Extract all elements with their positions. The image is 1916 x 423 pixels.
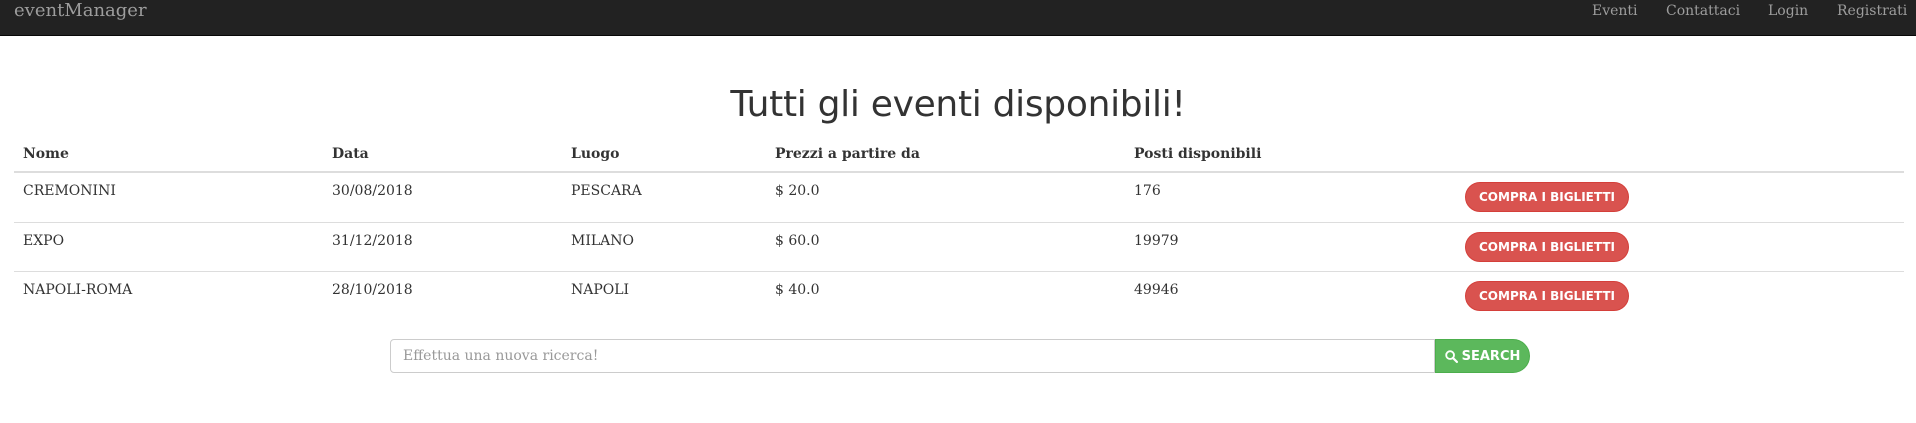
nav-link-eventi[interactable]: Eventi [1592,3,1638,19]
event-price: $ 60.0 [775,233,820,249]
event-price: $ 40.0 [775,282,820,298]
event-seats: 19979 [1134,233,1179,249]
nav-link-contattaci[interactable]: Contattaci [1666,3,1741,19]
search-bar [390,339,1530,373]
nav-links [0,0,1916,22]
event-date: 28/10/2018 [332,282,413,298]
events-table [14,140,1904,320]
search-input[interactable] [390,339,1435,373]
event-date: 30/08/2018 [332,183,413,199]
page-title: Tutti gli eventi disponibili! [730,84,1186,125]
event-price: $ 20.0 [775,183,820,199]
nav-link-registrati[interactable]: Registrati [1837,3,1908,19]
search-icon [1445,350,1458,363]
column-header-posti: Posti disponibili [1134,146,1262,162]
event-seats: 49946 [1134,282,1179,298]
search-button[interactable] [1435,339,1530,373]
buy-tickets-button[interactable]: COMPRA I BIGLIETTI [1465,182,1629,212]
event-date: 31/12/2018 [332,233,413,249]
event-location: PESCARA [571,183,642,199]
event-seats: 176 [1134,183,1161,199]
search-button-label: SEARCH [1461,348,1521,364]
event-location: NAPOLI [571,282,630,298]
buy-tickets-button[interactable]: COMPRA I BIGLIETTI [1465,281,1629,311]
event-name: NAPOLI-ROMA [23,282,133,298]
table-header-row [14,140,1904,173]
table-row [14,271,1904,320]
column-header-luogo: Luogo [571,146,620,162]
event-name: CREMONINI [23,183,116,199]
column-header-nome: Nome [23,146,69,162]
column-header-prezzi: Prezzi a partire da [775,146,920,162]
brand-link[interactable]: eventManager [14,0,147,21]
nav-link-login[interactable]: Login [1768,3,1809,19]
event-location: MILANO [571,233,634,249]
table-row [14,222,1904,271]
column-header-data: Data [332,146,369,162]
navbar [0,0,1916,36]
event-name: EXPO [23,233,65,249]
table-row [14,173,1904,222]
buy-tickets-button[interactable]: COMPRA I BIGLIETTI [1465,232,1629,262]
